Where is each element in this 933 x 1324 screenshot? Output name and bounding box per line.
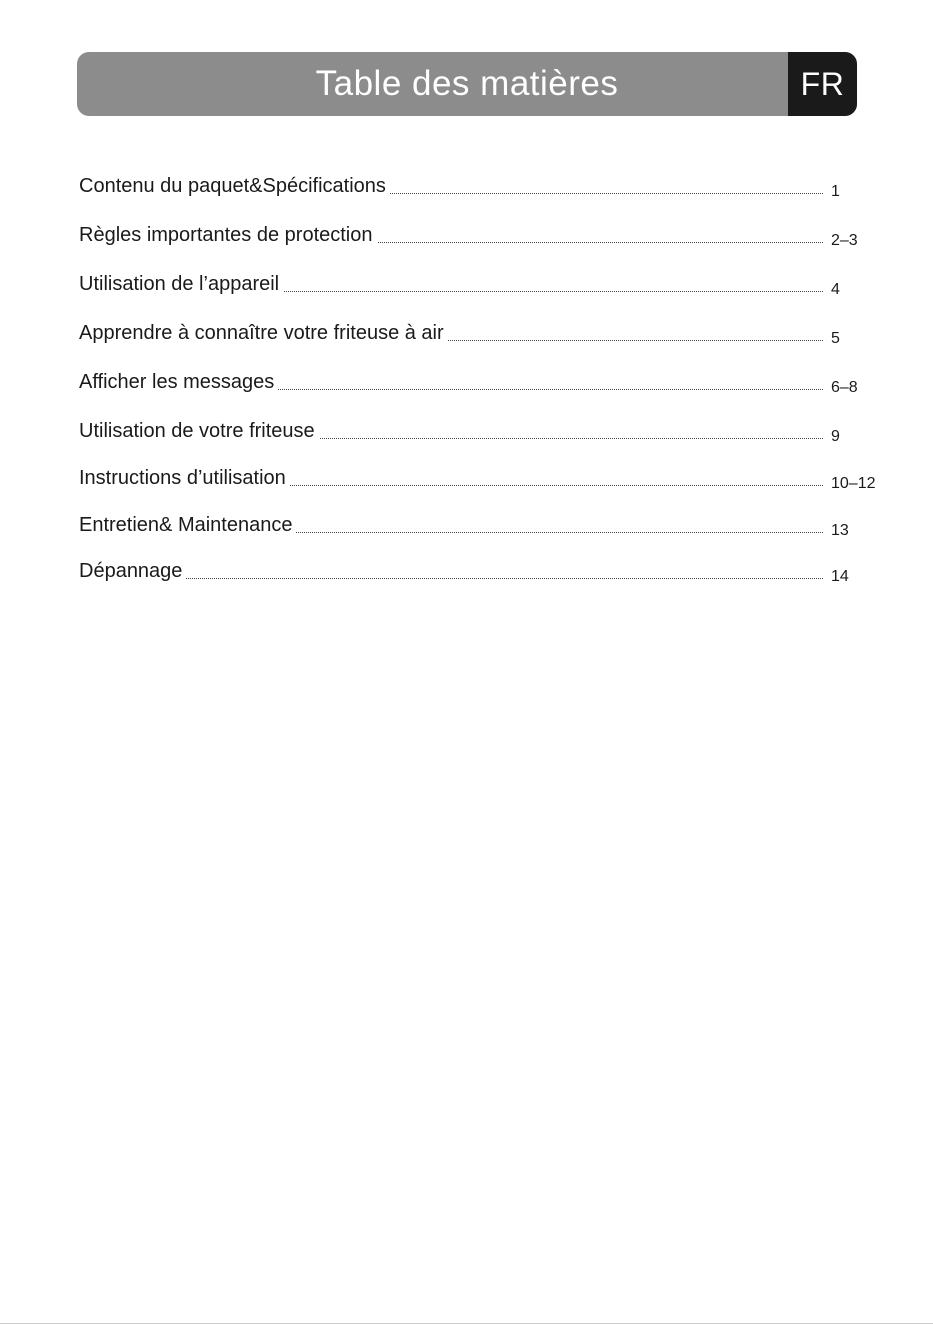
toc-entry-page: 5: [831, 330, 840, 347]
toc-entry-page: 9: [831, 428, 840, 445]
toc-entry-label: Afficher les messages: [79, 370, 278, 394]
page-title: Table des matières: [315, 64, 619, 103]
dot-leader: [79, 578, 823, 579]
toc-entry-label: Utilisation de votre friteuse: [79, 419, 319, 443]
toc-entry-label: Contenu du paquet&Spécifications: [79, 174, 390, 198]
toc-entry-page: 13: [831, 522, 849, 539]
toc-entry-label: Règles importantes de protection: [79, 223, 377, 247]
title-banner: [77, 52, 857, 116]
toc-entry-label: Apprendre à connaître votre friteuse à air: [79, 321, 448, 345]
toc-entry-label: Dépannage: [79, 559, 186, 583]
toc-entry-page: 14: [831, 568, 849, 585]
toc-entry-page: 6–8: [831, 379, 858, 396]
toc-entry[interactable]: [79, 417, 889, 447]
toc-entry[interactable]: [79, 464, 889, 494]
toc-entry[interactable]: [79, 270, 889, 300]
toc-entry-page: 4: [831, 281, 840, 298]
toc-entry[interactable]: [79, 511, 889, 541]
toc-entry-label: Instructions d’utilisation: [79, 466, 290, 490]
toc-entry[interactable]: [79, 172, 889, 202]
toc-entry-page: 10–12: [831, 475, 876, 492]
toc-entry[interactable]: [79, 319, 889, 349]
toc-entry-page: 2–3: [831, 232, 858, 249]
toc-entry-label: Entretien& Maintenance: [79, 513, 296, 537]
toc-entry[interactable]: [79, 221, 889, 251]
toc-entry-label: Utilisation de l’appareil: [79, 272, 283, 296]
toc-entry[interactable]: [79, 557, 889, 587]
language-badge: FR: [788, 52, 857, 116]
toc-entry-page: 1: [831, 183, 840, 200]
toc-entry[interactable]: [79, 368, 889, 398]
